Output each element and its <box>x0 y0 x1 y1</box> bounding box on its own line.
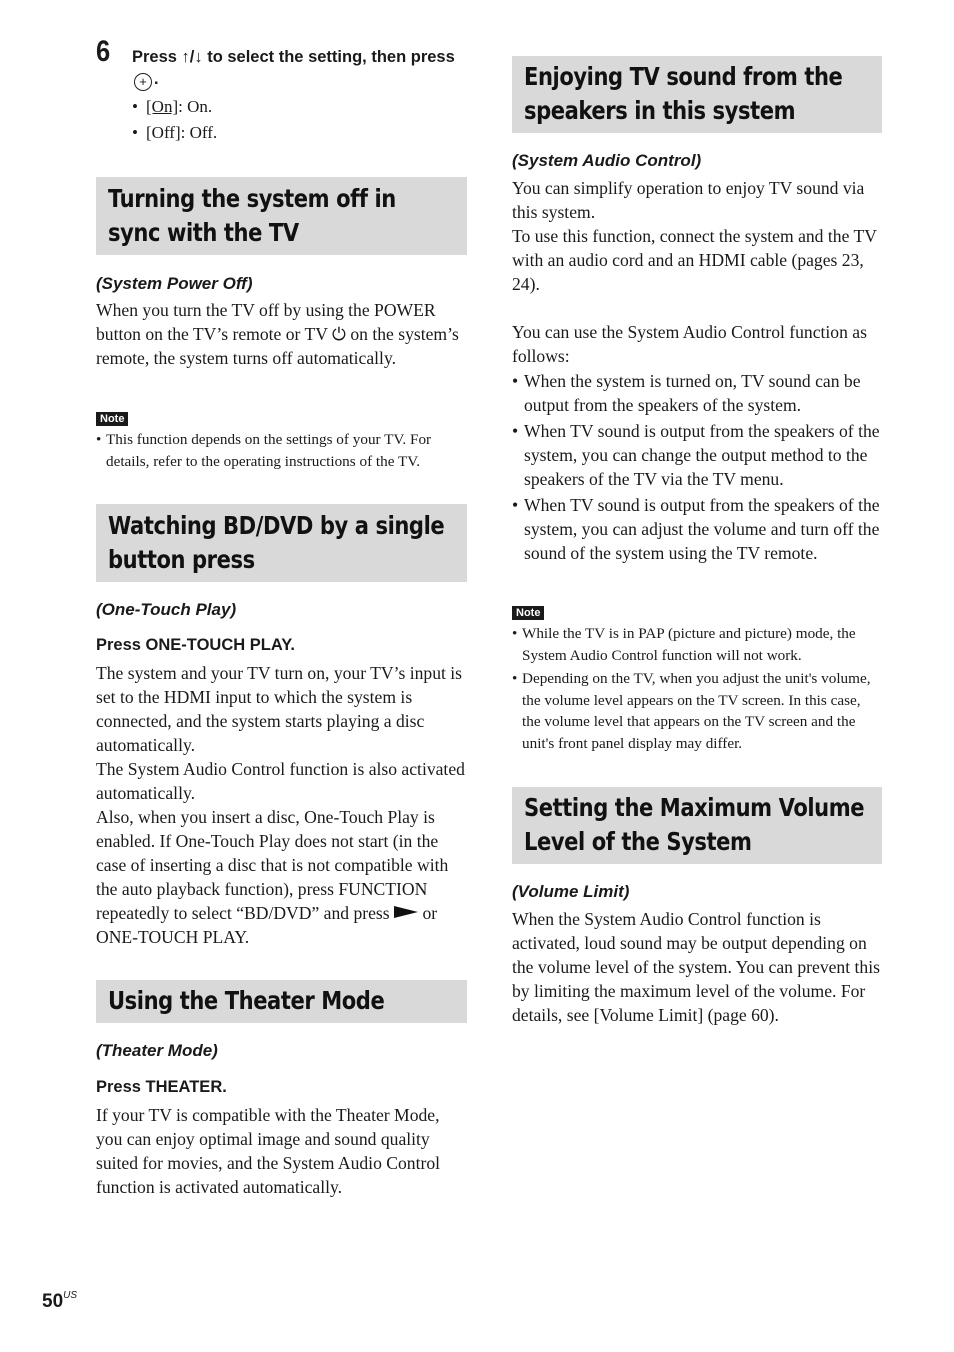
subtitle-power-off: (System Power Off) <box>96 274 253 293</box>
body-audio-control: You can simplify operation to enjoy TV sound via this system. To use this function, connect the system and the TV with an audio cord and an HDMI cable (pages 23, 24). You can use the System Audio Control function as follows: <box>512 178 877 366</box>
heading-theater: Using the Theater Mode <box>96 980 467 1023</box>
body-volume-limit: When the System Audio Control function is activated, loud sound may be output depending on the volume level of the system. You can prevent this by limiting the maximum level of the volume. For details, see [Volume Limit] (page 60). <box>512 909 880 1025</box>
option-on: • [On]: On. <box>132 94 462 120</box>
list-item: • When the system is turned on, TV sound can be output from the speakers of the system. <box>512 369 882 417</box>
heading-one-touch: Watching BD/DVD by a single button press <box>96 504 467 582</box>
command-one-touch: Press ONE-TOUCH PLAY. <box>96 636 295 654</box>
subtitle-one-touch: (One-Touch Play) <box>96 600 237 619</box>
command-theater: Press THEATER. <box>96 1078 227 1096</box>
notes-power-off <box>96 429 467 472</box>
step-number: 6 <box>96 35 111 68</box>
note-label-audio-control: Note <box>512 606 544 620</box>
heading-audio-control: Enjoying TV sound from the speakers in this system <box>512 56 882 133</box>
subtitle-volume-limit: (Volume Limit) <box>512 882 630 901</box>
list-item: • When TV sound is output from the speakers of the system, you can change the output method to the speakers of the TV via the TV menu. <box>512 419 882 491</box>
note-item: • While the TV is in PAP (picture and picture) mode, the System Audio Control function will not work. <box>512 623 882 666</box>
page-number: $50^{US}$ <box>42 1290 78 1312</box>
note-item: • This function depends on the settings of your TV. For details, refer to the operating instructions of the TV. <box>96 429 467 472</box>
list-item: • When TV sound is output from the speakers of the system, you can adjust the volume and turn off the sound of the system using the TV remote. <box>512 493 882 565</box>
subtitle-theater: (Theater Mode) <box>96 1041 218 1060</box>
body-theater: If your TV is compatible with the Theater Mode, you can enjoy optimal image and sound quality suited for movies, and the System Audio Control function is activated automatically. <box>96 1105 441 1197</box>
heading-power-off: Turning the system off in sync with the TV <box>96 177 467 255</box>
body-one-touch: The system and your TV turn on, your TV’s input is set to the HDMI input to which the system is connected, and the system starts playing a disc automatically. The System Audio Control function is also activated automatically. Also, when you insert a disc, One-Touch Play is enabled. If One-Touch Play does not start (in the case of inserting a disc that is not compatible with the auto playback function), press FUNCTION repeatedly to select “BD/DVD” and press or ONE-TOUCH PLAY. <box>96 663 465 947</box>
option-off: • [Off]: Off. <box>132 120 462 146</box>
enter-button-icon: + <box>134 73 152 91</box>
step-options <box>132 94 462 146</box>
subtitle-audio-control: (System Audio Control) <box>512 151 702 170</box>
audio-control-bullets <box>512 369 882 567</box>
region-code: US <box>63 1290 78 1301</box>
body-power-off: When you turn the TV off by using the POWER button on the TV’s remote or TV ⏻ on the system’s remote, the system turns off automatically. <box>96 300 459 368</box>
notes-audio-control <box>512 623 882 754</box>
play-icon <box>394 906 418 918</box>
note-item: • Depending on the TV, when you adjust the unit's volume, the volume level appears on the TV screen. In this case, the volume level that appears on the TV screen and the unit's front panel display may differ. <box>512 668 882 754</box>
step-instruction: Press ↑/↓ to select the setting, then press + . <box>132 48 455 89</box>
heading-volume-limit: Setting the Maximum Volume Level of the System <box>512 787 882 864</box>
note-label-power-off: Note <box>96 412 128 426</box>
